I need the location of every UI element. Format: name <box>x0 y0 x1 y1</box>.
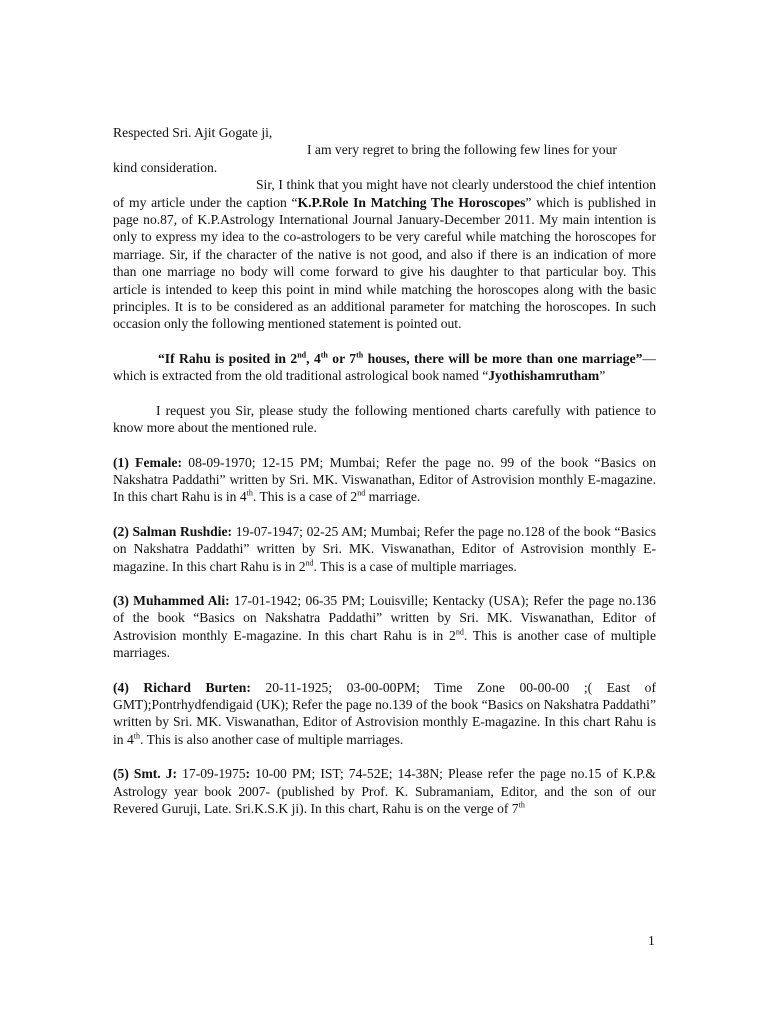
book-name: Jyothishamrutham <box>488 368 600 384</box>
chart-entry <box>113 454 656 506</box>
chart-text: 17-09-1975 <box>177 766 246 782</box>
opening-line-continued: kind consideration. <box>113 159 218 175</box>
chart-text: 17-01-1942; 06-35 PM; Louisville; Kentacky (USA); Refer the page no.136 of the book “Basics on Nakshatra Paddathi” written by Sri. MK. Viswanathan, Editor of Astrovision monthly E-magazine. In this chart Rahu is in 2 <box>113 592 656 643</box>
chart-colon: : <box>245 766 251 782</box>
chart-label: (5) Smt. J: <box>113 766 178 782</box>
chart-label: (1) Female: <box>113 454 182 470</box>
chart-entry <box>113 765 656 817</box>
opening-line: I am very regret to bring the following few lines for your <box>307 142 617 158</box>
chart-sup: th <box>518 800 525 810</box>
chart-entry <box>113 523 656 575</box>
chart-entry <box>113 679 656 749</box>
chart-text: 20-11-1925; 03-00-00PM; Time Zone 00-00-00 ;( East of GMT);Pontrhydfendigaid (UK); Refer the page no.139 of the book “Basics on Nakshatra Paddathi” written by Sri. MK. Viswanathan, Editor of Astrovision monthly E-magazine. In this chart Rahu is in 4 <box>113 679 656 747</box>
chart-text: marriage. <box>365 489 421 505</box>
request-paragraph: I request you Sir, please study the following mentioned charts carefully with patience to know more about the mentioned rule. <box>113 402 656 436</box>
chart-sup: nd <box>305 558 314 567</box>
chart-text: . This is also another case of multiple marriages. <box>140 731 404 747</box>
chart-label: (2) Salman Rushdie: <box>113 523 233 539</box>
chart-text: . This is a case of multiple marriages. <box>313 558 517 574</box>
chart-text: 08-09-1970; 12-15 PM; Mumbai; Refer the page no. 99 of the book “Basics on Nakshatra Paddathi” written by Sri. MK. Viswanathan, Editor of Astrovision monthly E-magazine. In this chart Rahu is in 4 <box>113 454 657 505</box>
chart-label: (3) Muhammed Ali: <box>113 592 230 608</box>
statement-bold-4: houses, there will be more than one marriage” <box>363 350 643 366</box>
statement-sup-2: th <box>320 350 328 360</box>
chart-text: 19-07-1947; 02-25 AM; Mumbai; Refer the page no.128 of the book “Basics on Nakshatra Paddathi” written by Sri. MK. Viswanathan, Editor of Astrovision monthly E-magazine. In this chart Rahu is in 2 <box>113 523 656 574</box>
salutation: Respected Sri. Ajit Gogate ji, <box>113 125 273 140</box>
statement-bold-1: “If Rahu is posited in 2 <box>158 350 298 366</box>
intention-paragraph <box>113 176 656 333</box>
chart-label: (4) Richard Burten: <box>113 679 251 695</box>
page-number: 1 <box>648 933 655 948</box>
chart-entry <box>113 592 656 662</box>
statement-bold-3: or 7 <box>327 350 357 366</box>
statement-bold-2: , 4 <box>306 350 321 366</box>
chart-sup: th <box>246 488 253 498</box>
article-title: K.P.Role In Matching The Horoscopes <box>297 194 526 210</box>
chart-sup: th <box>133 731 141 741</box>
statement-end: ” <box>599 368 606 384</box>
letter-body <box>113 124 656 817</box>
statement-sup-1: nd <box>297 350 307 360</box>
chart-sup: nd <box>357 488 366 498</box>
intention-text-end: ” which is published in page no.87, of K.P.Astrology International Journal January-December 2011. My main intention is only to express my idea to the co-astrologers to be very careful while matching the horoscopes for marriage. Sir, if the character of the native is not good, and also if there is an indication of more than one marriage no body will come forward to give his daughter to that particular boy. This article is intended to keep this point in mind while matching the horoscopes along with the basic principles. It is to be considered as an additional parameter for matching the horoscopes. In such occasion only the following mentioned statement is pointed out. <box>113 194 656 332</box>
chart-text: . This is a case of 2 <box>252 489 358 505</box>
rahu-statement <box>113 350 656 385</box>
chart-text: 10-00 PM; IST; 74-52E; 14-38N; Please refer the page no.15 of K.P.& Astrology year book 2007- (published by Prof. K. Subramaniam, Editor, and the son of our Revered Guruji, Late. Sri.K.S.K ji). In this chart, Rahu is on the verge of 7 <box>113 766 657 816</box>
chart-sup: nd <box>455 627 464 637</box>
chart-text: . This is another case of multiple marriages. <box>113 627 656 661</box>
intention-text-start: Sir, I think that you might have not clearly understood the chief intention of my article under the caption “ <box>113 177 656 210</box>
statement-source: —which is extracted from the old traditional astrological book named “ <box>113 350 656 384</box>
statement-sup-3: th <box>356 350 364 360</box>
